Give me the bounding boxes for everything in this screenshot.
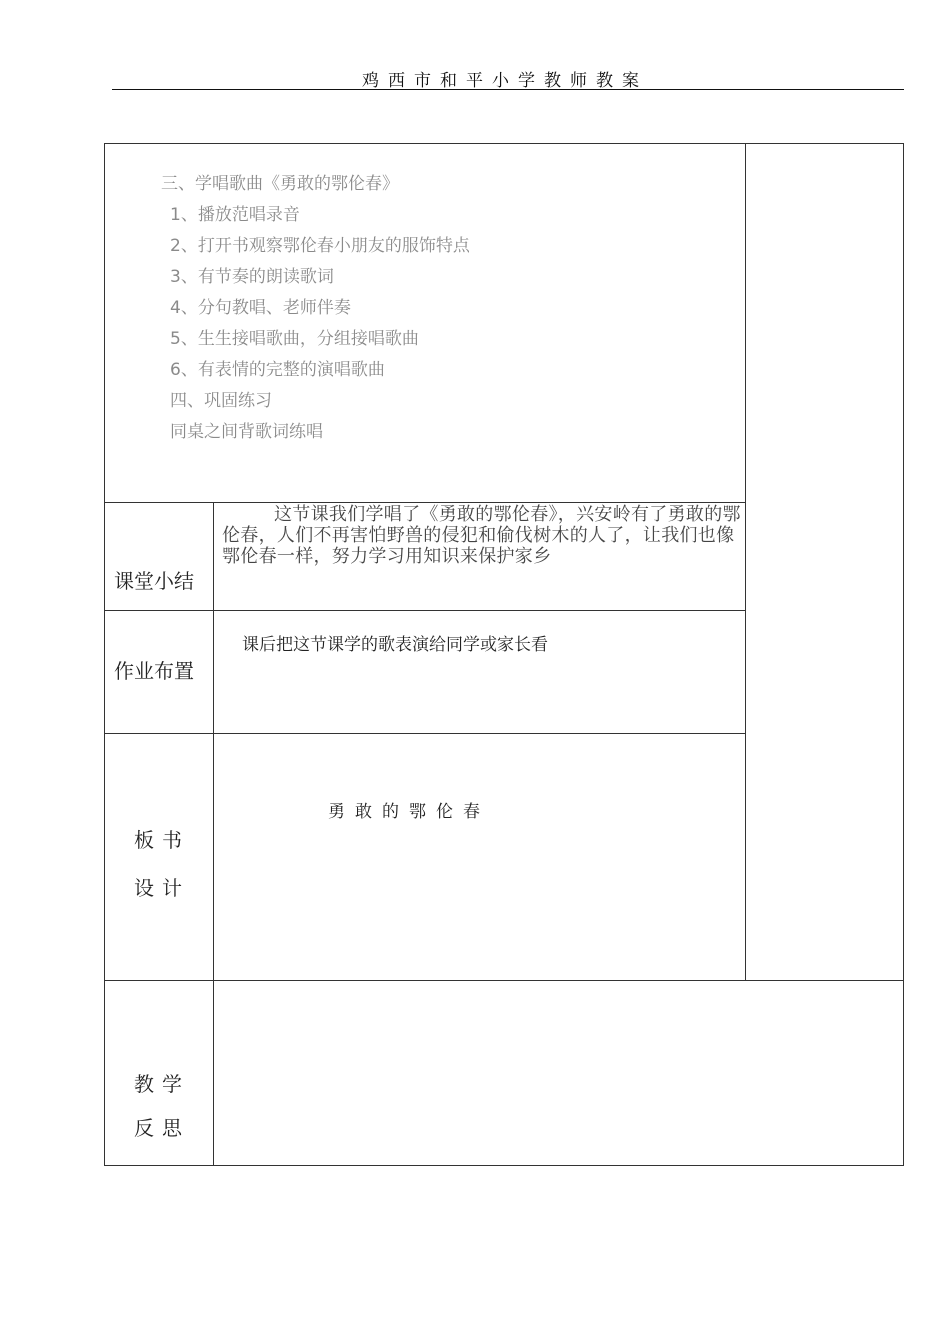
- homework-label: 作业布置: [114, 659, 194, 683]
- step-item: 4、分句教唱、老师伴奏: [170, 298, 351, 318]
- homework-text: 课后把这节课学的歌表演给同学或家长看: [242, 635, 548, 655]
- board-text: 勇敢的鄂伦春: [328, 802, 490, 822]
- step-item: 3、有节奏的朗读歌词: [170, 267, 334, 287]
- header-rule: [112, 89, 904, 90]
- row-divider-board: [104, 733, 746, 734]
- label-column-divider: [213, 502, 214, 1166]
- step-item: 四、巩固练习: [170, 391, 272, 411]
- step-item: 5、生生接唱歌曲，分组接唱歌曲: [170, 329, 419, 349]
- board-label-line1: 板书: [134, 828, 190, 852]
- board-label-line2: 设计: [134, 876, 190, 900]
- reflection-label-line1: 教学: [134, 1072, 190, 1096]
- step-item: 同桌之间背歌词练唱: [170, 422, 323, 442]
- step-item: 2、打开书观察鄂伦春小朋友的服饰特点: [170, 236, 470, 256]
- summary-text: 这节课我们学唱了《勇敢的鄂伦春》，兴安岭有了勇敢的鄂伦春，人们不再害怕野兽的侵犯和偷伐树木的人了，让我们也像鄂伦春一样，努力学习用知识来保护家乡: [222, 504, 741, 567]
- table-border-bottom: [104, 1165, 904, 1166]
- row-divider-homework: [104, 610, 746, 611]
- reflection-label-line2: 反思: [134, 1116, 190, 1140]
- page-header-title: 鸡西市和平小学教师教案: [362, 71, 648, 91]
- row-divider-summary: [104, 502, 746, 503]
- step-item: 三、学唱歌曲《勇敢的鄂伦春》: [161, 174, 399, 194]
- side-column-divider: [745, 143, 746, 981]
- summary-label: 课堂小结: [114, 569, 194, 593]
- step-item: 1、播放范唱录音: [170, 205, 300, 225]
- row-divider-reflection: [104, 980, 904, 981]
- table-border-top: [104, 143, 904, 144]
- step-item: 6、有表情的完整的演唱歌曲: [170, 360, 385, 380]
- table-border-left: [104, 143, 105, 1166]
- table-border-right: [903, 143, 904, 1166]
